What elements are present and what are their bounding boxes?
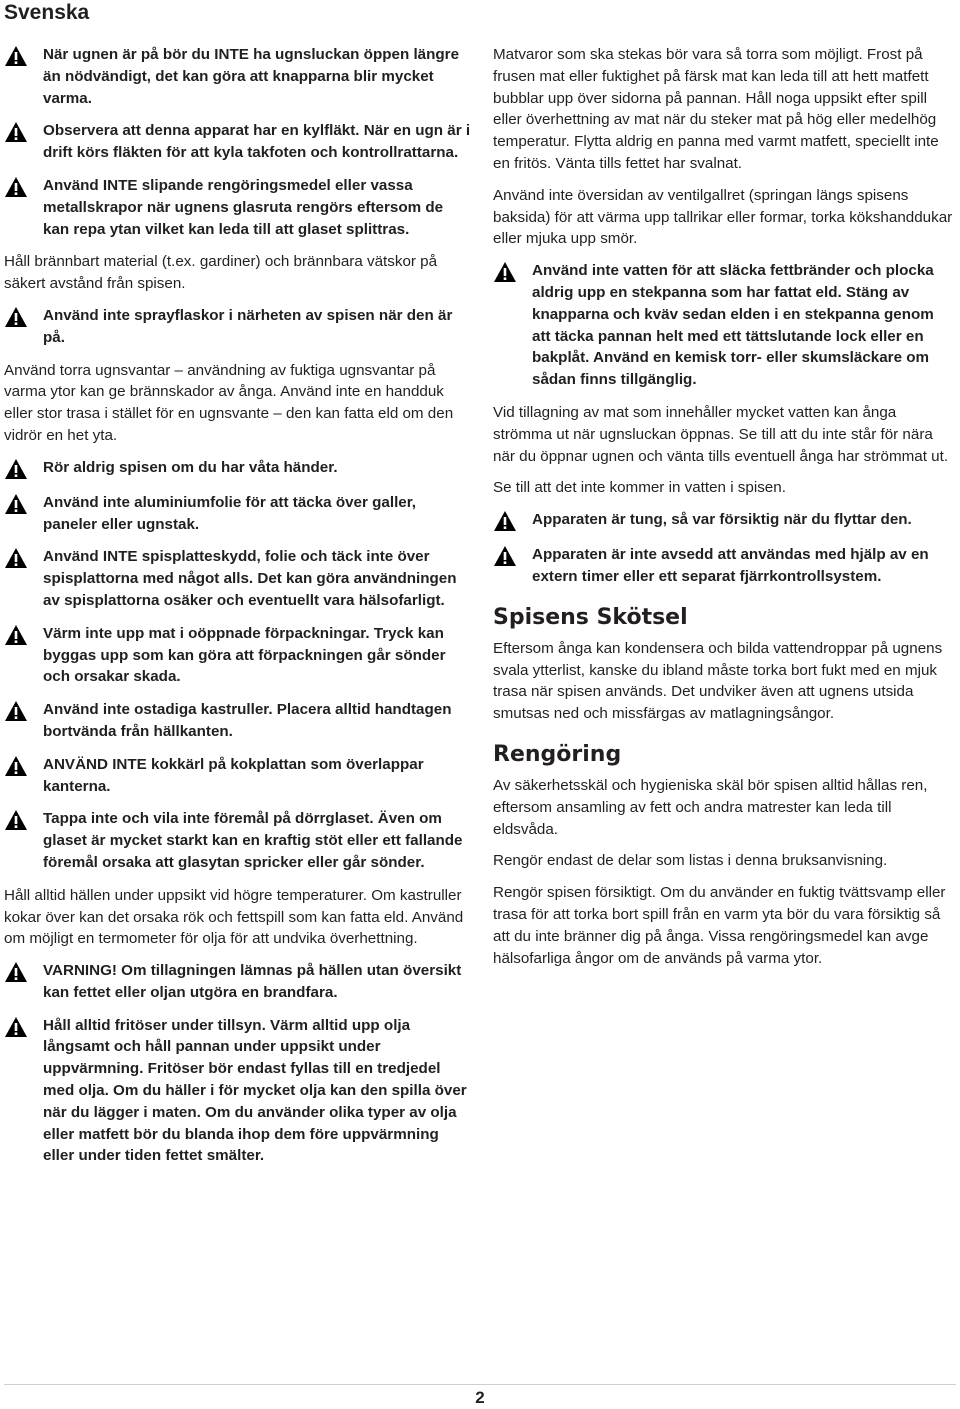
warning-text: Använd inte aluminiumfolie för att täcka över galler, paneler eller ugnstak. (43, 493, 417, 533)
right-column (493, 44, 955, 979)
warning-text: Observera att denna apparat har en kylfläkt. När en ugn är i drift körs fläkten för att kyla takfoten och kontrollrattarna. (43, 122, 471, 162)
warning-triangle-icon (493, 544, 532, 568)
warning-text: Apparaten är tung, så var försiktig när du flyttar den. (532, 511, 912, 529)
warning-text: När ugnen är på bör du INTE ha ugnsluckan öppen längre än nödvändigt, det kan göra att knapparna blir mycket varma. (43, 46, 460, 107)
page-number: 2 (475, 1388, 485, 1407)
warning-triangle-icon (493, 509, 532, 533)
warning-item (4, 1015, 472, 1168)
warning-text: Apparaten är inte avsedd att användas med hjälp av en extern timer eller ett separat fjärrkontrollsystem. (532, 546, 929, 585)
warning-triangle-icon (4, 960, 43, 984)
warning-triangle-icon (4, 44, 43, 68)
section-heading: Rengöring (493, 741, 622, 767)
body-paragraph: Använd torra ugnsvantar – användning av fuktiga ugnsvantar på varma ytor kan ge brännskador av ånga. Använd inte en handduk eller stor trasa i stället för en ugnsvante – den kan fatta eld om den vidrör en het yta. (4, 361, 454, 444)
warning-text: Håll alltid fritöser under tillsyn. Värm alltid upp olja långsamt och håll pannan under uppsikt under uppvärmning. Fritöser bör endast fyllas till en tredjedel med olja. Om du häller i för mycket olja kan den spilla över när du lägger i maten. Om du använder olika typer av olja eller matfett bör du blanda ihop dem före uppvärmning eller under tiden fettet smälter. (43, 1016, 467, 1165)
warning-item (4, 457, 472, 481)
warning-triangle-icon (4, 492, 43, 516)
body-paragraph: Se till att det inte kommer in vatten i spisen. (493, 479, 786, 497)
warning-item (4, 44, 472, 109)
warning-triangle-icon (4, 623, 43, 647)
body-paragraph: Av säkerhetsskäl och hygieniska skäl bör spisen alltid hållas ren, eftersom ansamling av fett och andra matrester kan leda till eldsvåda. (493, 776, 928, 838)
warning-item (4, 120, 472, 164)
footer-divider (4, 1384, 956, 1385)
warning-text: ANVÄND INTE kokkärl på kokplattan som överlappar kanterna. (43, 755, 424, 795)
warning-item (493, 544, 955, 588)
warning-triangle-icon (4, 754, 43, 778)
body-paragraph: Eftersom ånga kan kondensera och bilda vattendroppar på ugnens svala ytterlist, kanske du ibland måste torka bort fukt med en mjuk trasa när spisen används. Det undviker även att ugnens utsida smutsas ned och missfärgas av matlagningsångor. (493, 639, 943, 723)
warning-item (4, 546, 472, 611)
body-paragraph: Håll alltid hällen under uppsikt vid högre temperaturer. Om kastruller kokar över kan det orsaka rök och fettspill som kan fatta eld. Använd om möjligt en termometer för olja för att undvika överhettning. (4, 886, 464, 948)
body-paragraph: Vid tillagning av mat som innehåller mycket vatten kan ånga strömma ut när ugnsluckan öppnas. Se till att du inte står för nära när du öppnar ugnen och vänta tills eventuell ånga har strömmat ut. (493, 403, 949, 465)
warning-triangle-icon (4, 457, 43, 481)
warning-triangle-icon (493, 260, 532, 284)
warning-item (4, 492, 472, 536)
warning-triangle-icon (4, 546, 43, 570)
warning-triangle-icon (4, 699, 43, 723)
body-paragraph: Rengör spisen försiktigt. Om du använder en fuktig tvättsvamp eller trasa för att torka bort spill från en varm yta bör du vara försiktig så att du inte bränner dig på ånga. Vissa rengöringsmedel kan avge hälsofarliga ångor om de används på varma ytor. (493, 884, 946, 967)
warning-item (4, 960, 472, 1004)
warning-triangle-icon (4, 808, 43, 832)
warning-triangle-icon (4, 120, 43, 144)
body-paragraph: Matvaror som ska stekas bör vara så torra som möjligt. Frost på frusen mat eller fuktighet på färsk mat kan leda till att hett matfett bubblar upp över sidorna på pannan. Håll noga uppsikt efter spill eller överhettning av mat när du steker mat på hög eller medelhög temperatur. Flytta aldrig en panna med varmt matfett, speciellt inte en fritös. Vänta tills fettet har svalnat. (493, 46, 939, 172)
warning-triangle-icon (4, 1015, 43, 1039)
warning-item (493, 260, 955, 391)
warning-item (4, 699, 472, 743)
warning-text: Tappa inte och vila inte föremål på dörrglaset. Även om glaset är mycket starkt kan en kraftig stöt eller ett fallande föremål orsaka att glasytan spricker eller går sönder. (43, 810, 463, 871)
body-paragraph: Använd inte översidan av ventilgallret (springan längs spisens baksida) för att värma upp tallrikar eller formar, torka kökshanddukar eller mjuka upp smör. (493, 186, 953, 248)
warning-triangle-icon (4, 305, 43, 329)
warning-text: Använd inte ostadiga kastruller. Placera alltid handtagen bortvända från hällkanten. (43, 701, 452, 740)
warning-text: Använd INTE spisplatteskydd, folie och täck inte över spisplattorna med något alls. Det kan göra användningen av spisplattorna osäker och eventuellt vara hälsofarligt. (43, 548, 457, 609)
warning-text: Rör aldrig spisen om du har våta händer. (43, 458, 338, 476)
warning-item (4, 623, 472, 688)
left-column (4, 44, 472, 1178)
body-paragraph: Håll brännbart material (t.ex. gardiner) och brännbara vätskor på säkert avstånd från spisen. (4, 253, 438, 293)
language-heading: Svenska (4, 1, 90, 24)
warning-text: Använd inte sprayflaskor i närheten av spisen när den är på. (43, 306, 453, 346)
warning-text: VARNING! Om tillagningen lämnas på hällen utan översikt kan fettet eller oljan utgöra en brandfara. (43, 962, 462, 1001)
warning-item (4, 175, 472, 240)
warning-item (4, 808, 472, 873)
warning-text: Värm inte upp mat i oöppnade förpackningar. Tryck kan byggas upp som kan göra att förpackningen går sönder och orsakar skada. (43, 624, 446, 686)
warning-item (4, 305, 472, 349)
warning-item (493, 509, 955, 533)
warning-triangle-icon (4, 175, 43, 199)
warning-item (4, 754, 472, 798)
section-heading: Spisens Skötsel (493, 604, 688, 630)
warning-text: Använd inte vatten för att släcka fettbränder och plocka aldrig upp en stekpanna som har fattat eld. Stäng av knapparna och kväv sedan elden i en stekpanna genom att täcka pannan helt med ett tättslutande lock eller en bakplåt. Använd en kemisk torr- eller skumsläckare om sådan finns tillgänglig. (532, 262, 934, 389)
body-paragraph: Rengör endast de delar som listas i denna bruksanvisning. (493, 852, 888, 870)
warning-text: Använd INTE slipande rengöringsmedel eller vassa metallskrapor när ugnens glasruta rengörs eftersom de kan repa ytan vilket kan leda till att glaset splittras. (43, 176, 444, 238)
